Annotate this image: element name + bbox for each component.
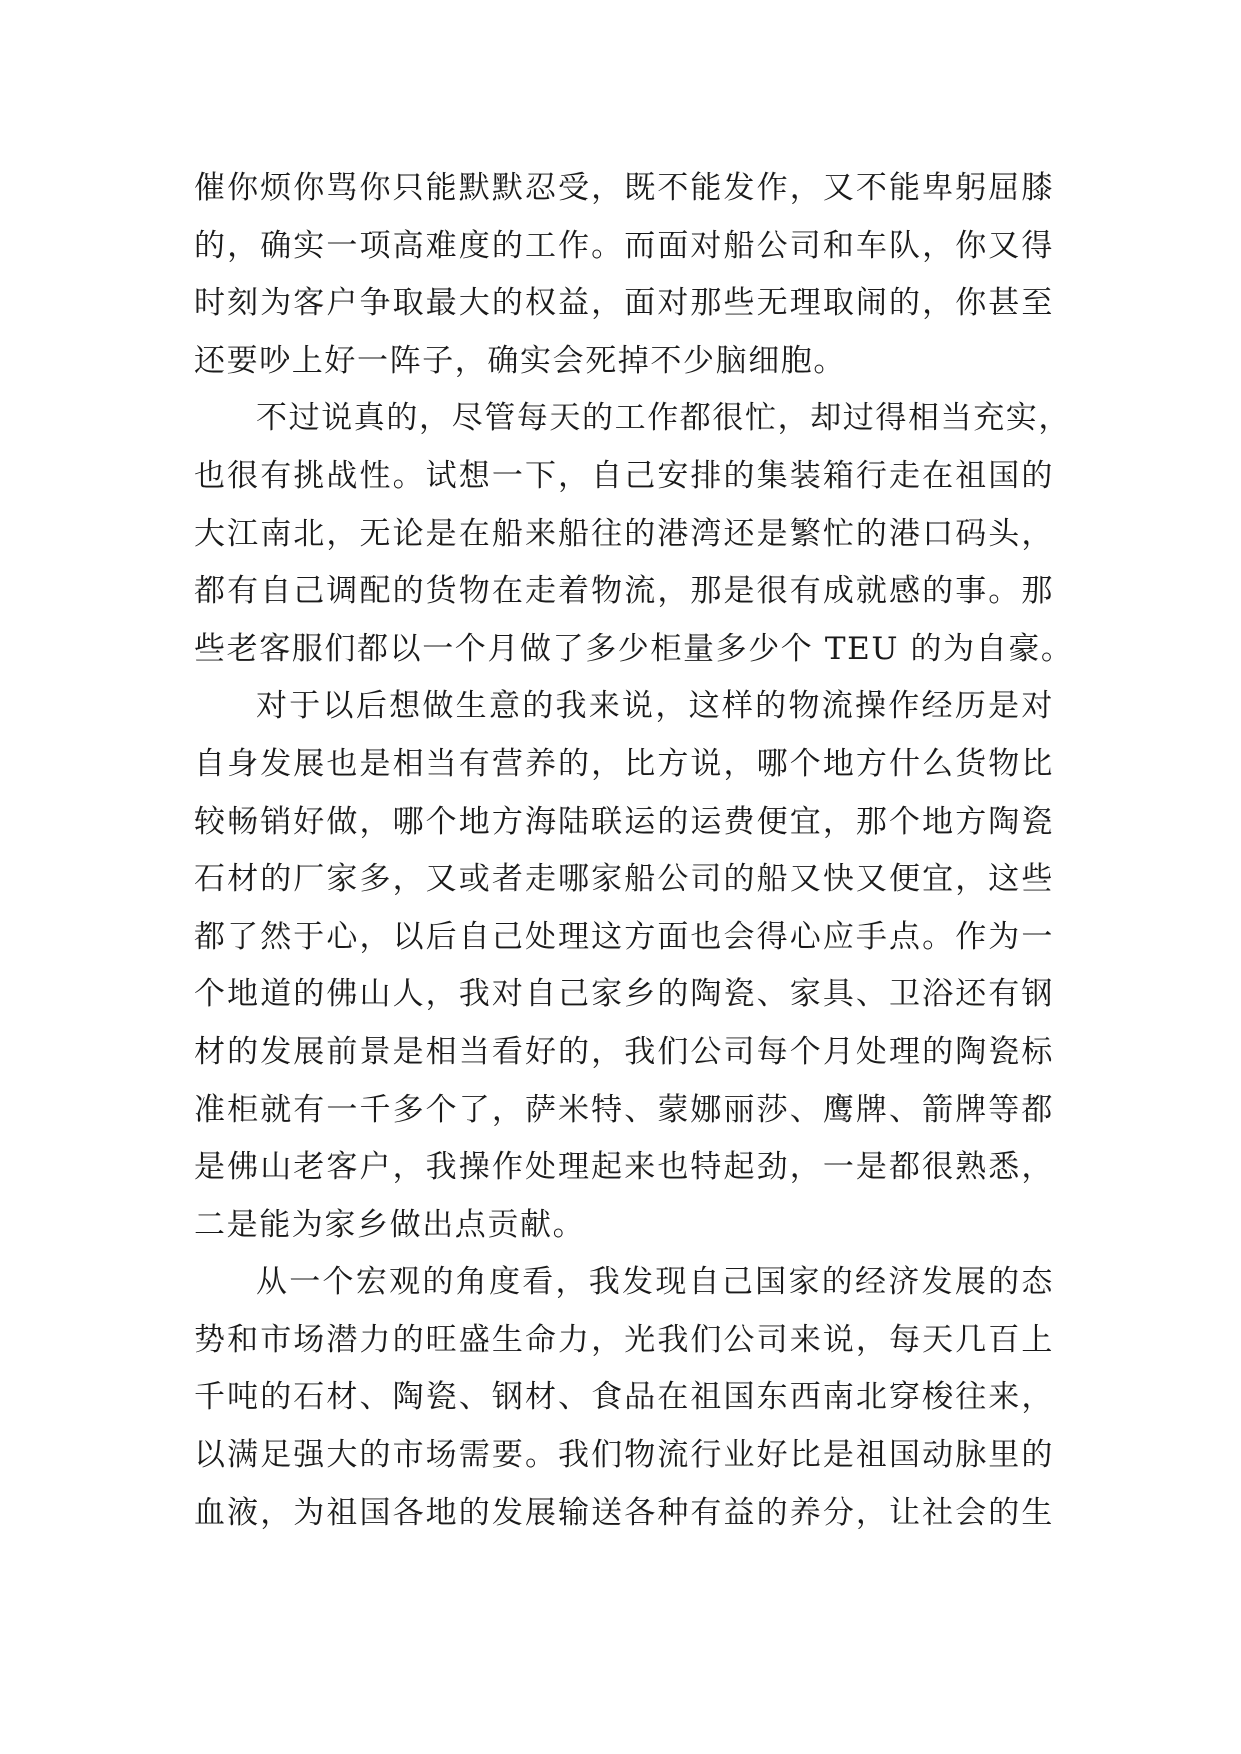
text-line: 血液，为祖国各地的发展输送各种有益的养分，让社会的生 xyxy=(194,1494,1054,1531)
text-line: 些老客服们都以一个月做了多少柜量多少个 TEU 的为自豪。 xyxy=(194,630,1074,667)
text-line: 时刻为客户争取最大的权益，面对那些无理取闹的，你甚至 xyxy=(194,285,1054,322)
text-line: 也很有挑战性。试想一下，自己安排的集装箱行走在祖国的 xyxy=(194,457,1054,494)
text-line: 都了然于心，以后自己处理这方面也会得心应手点。作为一 xyxy=(194,918,1054,955)
text-line: 还要吵上好一阵子，确实会死掉不少脑细胞。 xyxy=(194,342,846,379)
text-line: 从一个宏观的角度看，我发现自己国家的经济发展的态 xyxy=(256,1264,1054,1301)
text-line: 以满足强大的市场需要。我们物流行业好比是祖国动脉里的 xyxy=(194,1437,1054,1474)
body-text xyxy=(194,160,1074,1542)
text-line: 较畅销好做，哪个地方海陆联运的运费便宜，那个地方陶瓷 xyxy=(194,803,1054,840)
text-line: 石材的厂家多，又或者走哪家船公司的船又快又便宜，这些 xyxy=(194,861,1054,898)
text-line: 大江南北，无论是在船来船往的港湾还是繁忙的港口码头， xyxy=(194,515,1054,552)
text-line: 材的发展前景是相当看好的，我们公司每个月处理的陶瓷标 xyxy=(194,1033,1054,1070)
text-line: 对于以后想做生意的我来说，这样的物流操作经历是对 xyxy=(256,688,1054,725)
text-line: 催你烦你骂你只能默默忍受，既不能发作，又不能卑躬屈膝 xyxy=(194,170,1054,206)
text-line: 的，确实一项高难度的工作。而面对船公司和车队，你又得 xyxy=(194,227,1054,264)
text-line: 千吨的石材、陶瓷、钢材、食品在祖国东西南北穿梭往来， xyxy=(194,1379,1054,1416)
text-line: 势和市场潜力的旺盛生命力，光我们公司来说，每天几百上 xyxy=(194,1321,1054,1358)
text-line: 不过说真的，尽管每天的工作都很忙，却过得相当充实， xyxy=(256,400,1071,437)
text-line: 个地道的佛山人，我对自己家乡的陶瓷、家具、卫浴还有钢 xyxy=(194,976,1054,1013)
text-line: 二是能为家乡做出点贡献。 xyxy=(194,1206,586,1243)
text-line: 都有自己调配的货物在走着物流，那是很有成就感的事。那 xyxy=(194,573,1054,610)
text-line: 自身发展也是相当有营养的，比方说，哪个地方什么货物比 xyxy=(194,745,1054,782)
text-line: 是佛山老客户，我操作处理起来也特起劲，一是都很熟悉， xyxy=(194,1149,1054,1186)
text-line: 准柜就有一千多个了，萨米特、蒙娜丽莎、鹰牌、箭牌等都 xyxy=(194,1091,1054,1128)
